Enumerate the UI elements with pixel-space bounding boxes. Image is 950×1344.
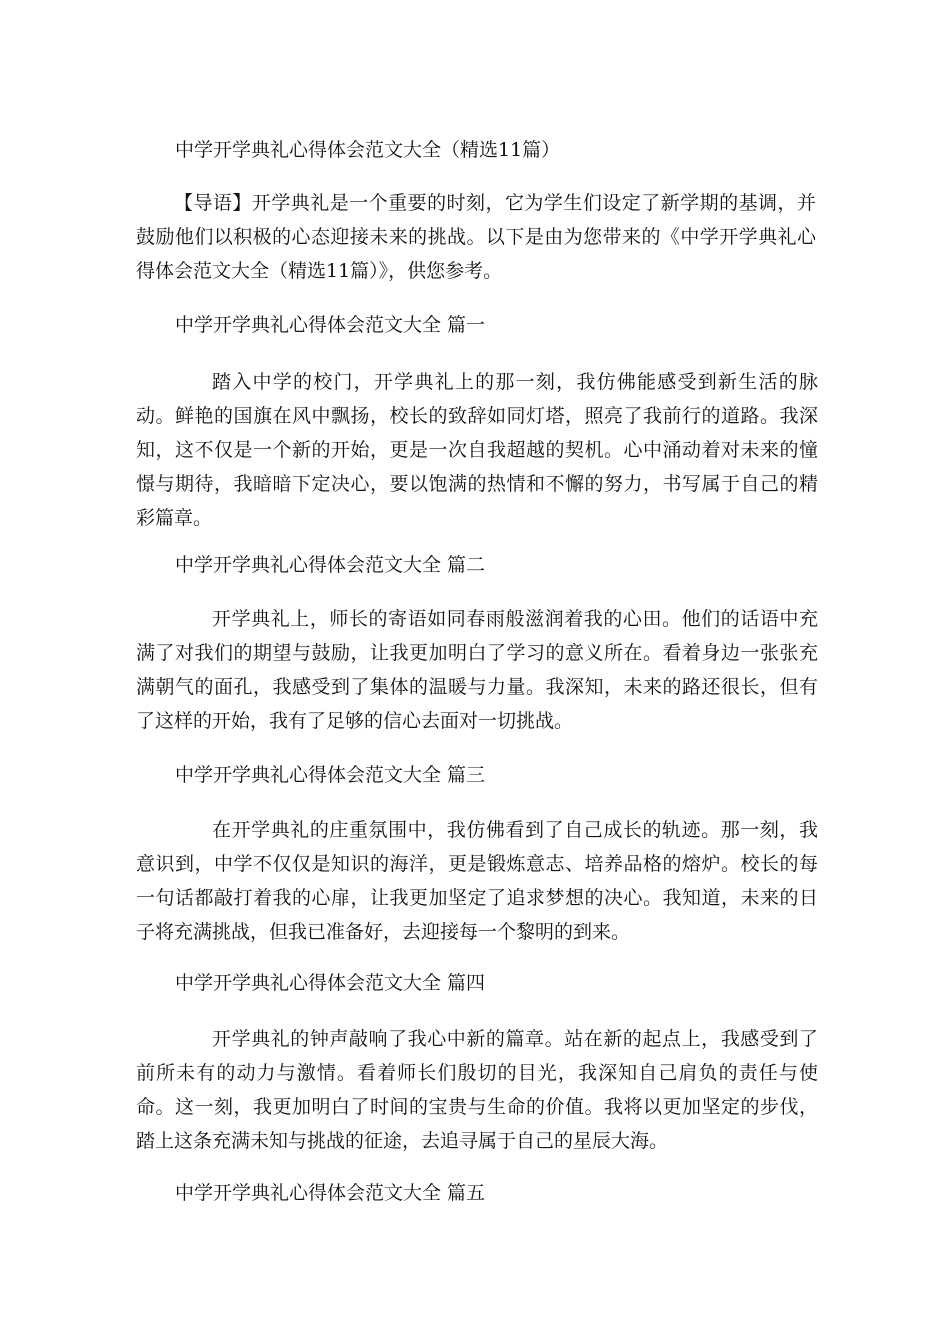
section-heading-3: 中学开学典礼心得体会范文大全 篇三 — [175, 764, 486, 786]
section-heading-4: 中学开学典礼心得体会范文大全 篇四 — [175, 972, 486, 994]
section-body-2: 开学典礼上，师长的寄语如同春雨般滋润着我的心田。他们的话语中充满了对我们的期望与鼓励，让我更加明白了学习的意义所在。看着身边一张张充满朝气的面孔，我感受到了集体的温暖与力量。我深知，未来的路还很长，但有了这样的开始，我有了足够的信心去面对一切挑战。 — [136, 608, 818, 732]
section-heading-5: 中学开学典礼心得体会范文大全 篇五 — [175, 1182, 486, 1204]
section-body-1: 踏入中学的校门，开学典礼上的那一刻，我仿佛能感受到新生活的脉动。鲜艳的国旗在风中飘扬，校长的致辞如同灯塔，照亮了我前行的道路。我深知，这不仅是一个新的开始，更是一次自我超越的契机。心中涌动着对未来的憧憬与期待，我暗暗下定决心，要以饱满的热情和不懈的努力，书写属于自己的精彩篇章。 — [136, 371, 818, 529]
section-heading-2: 中学开学典礼心得体会范文大全 篇二 — [175, 554, 486, 576]
section-body-4: 开学典礼的钟声敲响了我心中新的篇章。站在新的起点上，我感受到了前所未有的动力与激情。看着师长们殷切的目光，我深知自己肩负的责任与使命。这一刻，我更加明白了时间的宝贵与生命的价值。我将以更加坚定的步伐，踏上这条充满未知与挑战的征途，去追寻属于自己的星辰大海。 — [136, 1028, 818, 1152]
document-title: 中学开学典礼心得体会范文大全（精选11篇） — [175, 139, 561, 161]
intro-paragraph: 【导语】开学典礼是一个重要的时刻，它为学生们设定了新学期的基调，并鼓励他们以积极的心态迎接未来的挑战。以下是由为您带来的《中学开学典礼心得体会范文大全（精选11篇）》，供您参考。 — [136, 192, 816, 282]
section-body-3: 在开学典礼的庄重氛围中，我仿佛看到了自己成长的轨迹。那一刻，我意识到，中学不仅仅是知识的海洋，更是锻炼意志、培养品格的熔炉。校长的每一句话都敲打着我的心扉，让我更加坚定了追求梦想的决心。我知道，未来的日子将充满挑战，但我已准备好，去迎接每一个黎明的到来。 — [136, 819, 818, 943]
section-heading-1: 中学开学典礼心得体会范文大全 篇一 — [175, 314, 486, 336]
